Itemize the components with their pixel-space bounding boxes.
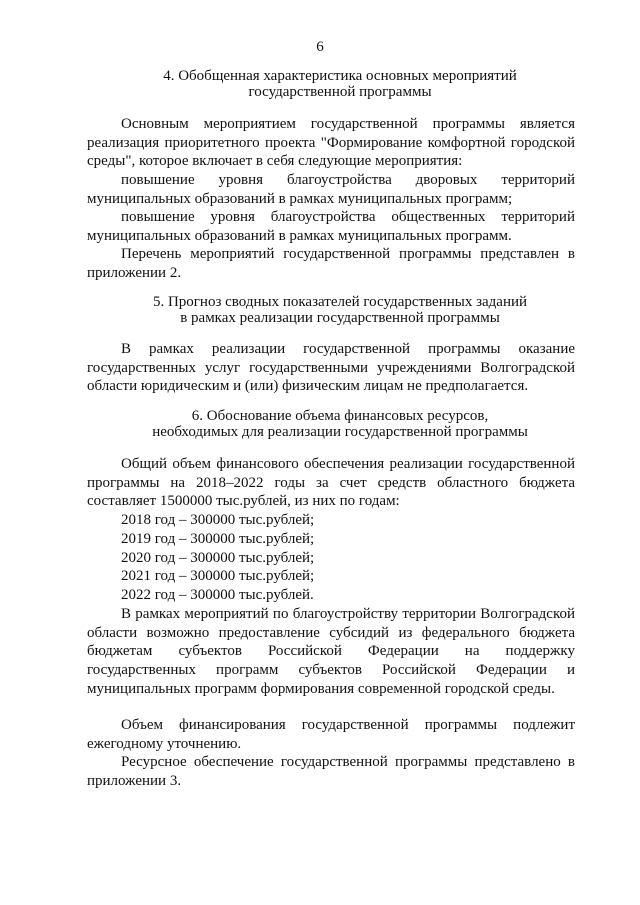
section-6-heading-line-2: необходимых для реализации государственной программы — [152, 424, 528, 440]
section-6-heading-line-1: 6. Обоснование объема финансовых ресурсов, — [191, 408, 489, 424]
year-line-2019: 2019 год – 300000 тыс.рублей; — [121, 531, 315, 547]
section-4-paragraph-2: повышение уровня благоустройства дворовых территорий муниципальных образований в рамках муниципальных программ; — [87, 172, 575, 207]
section-4-paragraph-1: Основным мероприятием государственной программы является реализация приоритетного проекта "Формирование комфортной городской среды", которое включает в себя следующие мероприятия: — [87, 116, 575, 170]
page-number: 6 — [316, 39, 324, 55]
section-4-paragraph-4: Перечень мероприятий государственной программы представлен в приложении 2. — [87, 246, 575, 281]
section-6-paragraph-2: В рамках мероприятий по благоустройству территории Волгоградской области возможно предоставление субсидий из федерального бюджета бюджетам субъектов Российской Федерации на поддержку государственных программ субъектов Российской Федерации и муниципальных программ формирования современной городской среды. — [87, 606, 575, 697]
year-line-2018: 2018 год – 300000 тыс.рублей; — [121, 512, 315, 528]
section-4-heading — [90, 68, 590, 100]
year-line-2020: 2020 год – 300000 тыс.рублей; — [121, 550, 315, 566]
year-line-2022: 2022 год – 300000 тыс.рублей. — [121, 587, 314, 603]
section-5-heading — [90, 294, 590, 326]
section-4-heading-line-2: государственной программы — [248, 84, 432, 100]
section-6-paragraph-3: Объем финансирования государственной программы подлежит ежегодному уточнению. — [87, 717, 575, 752]
section-4-paragraph-3: повышение уровня благоустройства общественных территорий муниципальных образований в рамках муниципальных программ. — [87, 209, 575, 244]
section-6-heading — [90, 408, 590, 440]
section-5-heading-line-1: 5. Прогноз сводных показателей государственных заданий — [152, 294, 528, 310]
section-5-paragraph-1: В рамках реализации государственной программы оказание государственных услуг государственными учреждениями Волгоградской области юридическим и (или) физическим лицам не предполагается. — [87, 341, 575, 395]
section-6-paragraph-1: Общий объем финансового обеспечения реализации государственной программы на 2018–2022 годы за счет средств областного бюджета составляет 1500000 тыс.рублей, из них по годам: — [87, 456, 575, 510]
year-line-2021: 2021 год – 300000 тыс.рублей; — [121, 568, 315, 584]
section-4-heading-line-1: 4. Обобщенная характеристика основных мероприятий — [163, 68, 517, 84]
section-5-heading-line-2: в рамках реализации государственной программы — [180, 310, 500, 326]
section-6-paragraph-4: Ресурсное обеспечение государственной программы представлено в приложении 3. — [87, 754, 575, 789]
